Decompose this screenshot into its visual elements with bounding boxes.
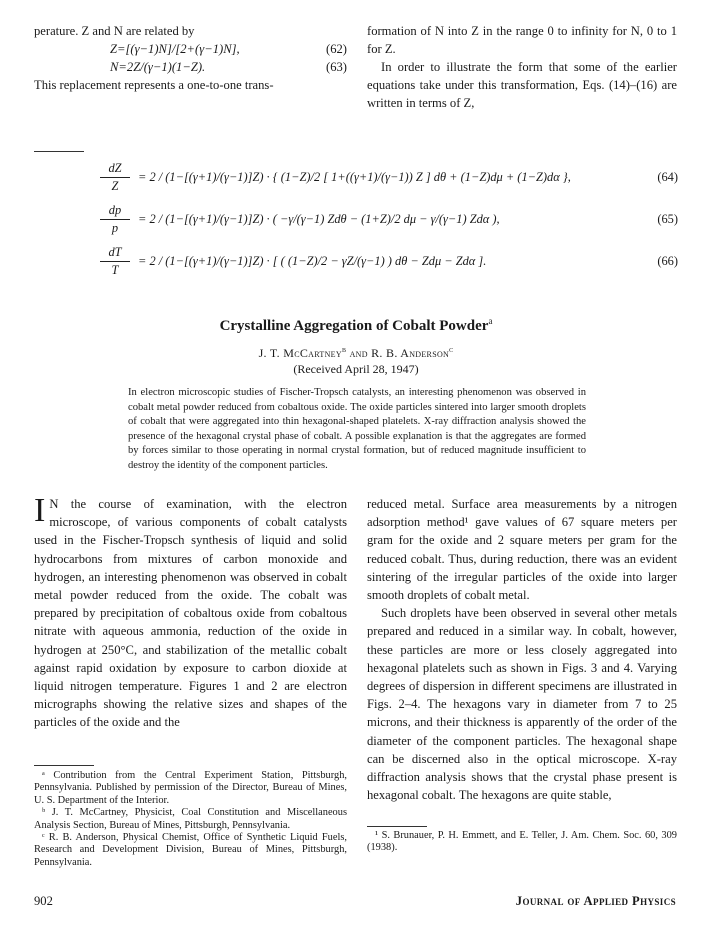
equation-number: (63) [326,60,347,74]
body-right-column [367,495,677,804]
footnote-mark: a [488,316,493,326]
equation-body: = 2 / (1−[(γ+1)/(γ−1)]Z) · ( −γ/(γ−1) Zdθ − (1+Z)/2 dμ − γ/(γ−1) Zdα ), [138,212,500,226]
equation-number: (62) [326,42,347,56]
equation-number: (66) [657,254,678,268]
authors: J. T. McCartney$^b$ and R. B. Anderson$^c$ [258,344,454,360]
paragraph: I N the course of examination, with the electron microscope, of various components of cobalt catalysts used in the Fischer-Tropsch synthesis of liquid and solid hydrocarbons from mixtures of carbon monoxide and hydrogen, an interesting phenomenon was observed in cobalt metal powder reduced from the oxide. The cobalt was prepared by precipitation of cobaltous oxide from cobaltous nitrate with aqueous ammonia, reduction of the oxide in hydrogen at 250°C, and stabilization of the metallic cobalt against rapid oxidation by exposure to carbon dioxide at liquid nitrogen temperature. Figures 1 and 2 are electron micrographs showing the relative sizes and shapes of the particles of the oxide and the [34,492,347,730]
footnotes [34,770,347,869]
equation-66 [100,244,680,286]
footnote-divider [34,765,94,766]
paragraph: formation of N into Z in the range 0 to infinity for N, 0 to 1 for Z. [367,24,677,56]
equation-64 [100,160,680,202]
journal-name: Journal of Applied Physics [515,894,676,908]
received-date: (Received April 28, 1947) [293,362,419,376]
equation-lhs: dp p [100,202,130,237]
footnote-divider [367,826,427,827]
paragraph: This replacement represents a one-to-one trans- [34,78,274,92]
equation-lhs: dZ Z [100,160,130,195]
equation-number: (65) [657,212,678,226]
top-right-column [367,22,677,112]
article-title: Crystalline Aggregation of Cobalt Powder$^a$ [219,316,493,334]
equation-62: Z=[(γ−1)N]/[2+(γ−1)N], (62) [110,42,347,56]
top-left-column [34,22,347,94]
footnote: ¹ S. Brunauer, P. H. Emmett, and E. Teller, J. Am. Chem. Soc. 60, 309 (1938). [367,830,677,854]
abstract: In electron microscopic studies of Fischer-Tropsch catalysts, an interesting phenomenon was observed in cobalt metal powder reduced from cobaltous oxide. The oxide particles sintered into larger smooth droplets of cobalt that were aggregated into thin hexagonal-shaped platelets. X-ray diffraction analysis showed the presence of the hexagonal crystal phase of cobalt. A possible explanation is that the aggregates are formed by forces similar to those operating in normal crystal formation, but of reduced magnitude insufficient to destroy the identity of the component particles. [128,387,586,471]
footnote: ᵇ J. T. McCartney, Physicist, Coal Constitution and Miscellaneous Analysis Section, Bureau of Mines, Pittsburgh, Pennsylvania. [34,807,347,831]
equation-body: = 2 / (1−[(γ+1)/(γ−1)]Z) · [ ( (1−Z)/2 − γZ/(γ−1) ) dθ − Zdμ − Zdα ]. [138,254,487,268]
equation-65 [100,202,680,244]
paragraph: reduced metal. Surface area measurements by a nitrogen adsorption method¹ gave values of 67 square meters per gram for the oxide and 2 square meters per gram for the reduced cobalt. Thus, during reduction, there was an evident sintering of the irregular particles of the oxide into larger smooth droplets of cobalt metal. [367,497,677,603]
footnote: ᶜ R. B. Anderson, Physical Chemist, Office of Synthetic Liquid Fuels, Research and Development Division, Bureau of Mines, Pittsburgh, Pennsylvania. [34,832,347,868]
paragraph: perature. Z and N are related by [34,24,195,38]
equation-block [100,160,680,290]
continued-section [34,22,677,150]
equation-body: = 2 / (1−[(γ+1)/(γ−1)]Z) · { (1−Z)/2 [ 1+((γ+1)/(γ−1)) Z ] dθ + (1−Z)dμ + (1−Z)dα }, [138,170,571,184]
equation-lhs: dT T [100,244,130,279]
equation-number: (64) [657,170,678,184]
body-left-column [34,492,347,732]
footnote: ᵃ Contribution from the Central Experiment Station, Pittsburgh, Pennsylvania. Published by permission of the Director, Bureau of Mines, U. S. Department of the Interior. [34,770,347,806]
reference-footnote [367,830,677,855]
equation-63: N=2Z/(γ−1)(1−Z). (63) [110,60,347,74]
divider [34,151,84,152]
paragraph: Such droplets have been observed in several other metals prepared and reduced in a similar way. In cobalt, however, these particles are more or less closely aggregated into hexagonal platelets such as shown in Figs. 3 and 4. Varying degrees of dispersion in different specimens are illustrated in Figs. 2–4. The hexagons vary in diameter from 7 to 25 microns, and their thickness is apparently of the order of the diameter of the component particles. The hexagonal shape can be discerned also in the optical microscope. X-ray diffraction analysis shows that the crystal phase present is hexagonal cobalt. The hexagons are quite stable, [367,606,677,803]
drop-cap: I [34,492,46,529]
paragraph: In order to illustrate the form that some of the earlier equations take under this transformation, Eqs. (14)–(16) are written in terms of Z, [367,60,677,110]
page-number: 902 [34,894,53,908]
